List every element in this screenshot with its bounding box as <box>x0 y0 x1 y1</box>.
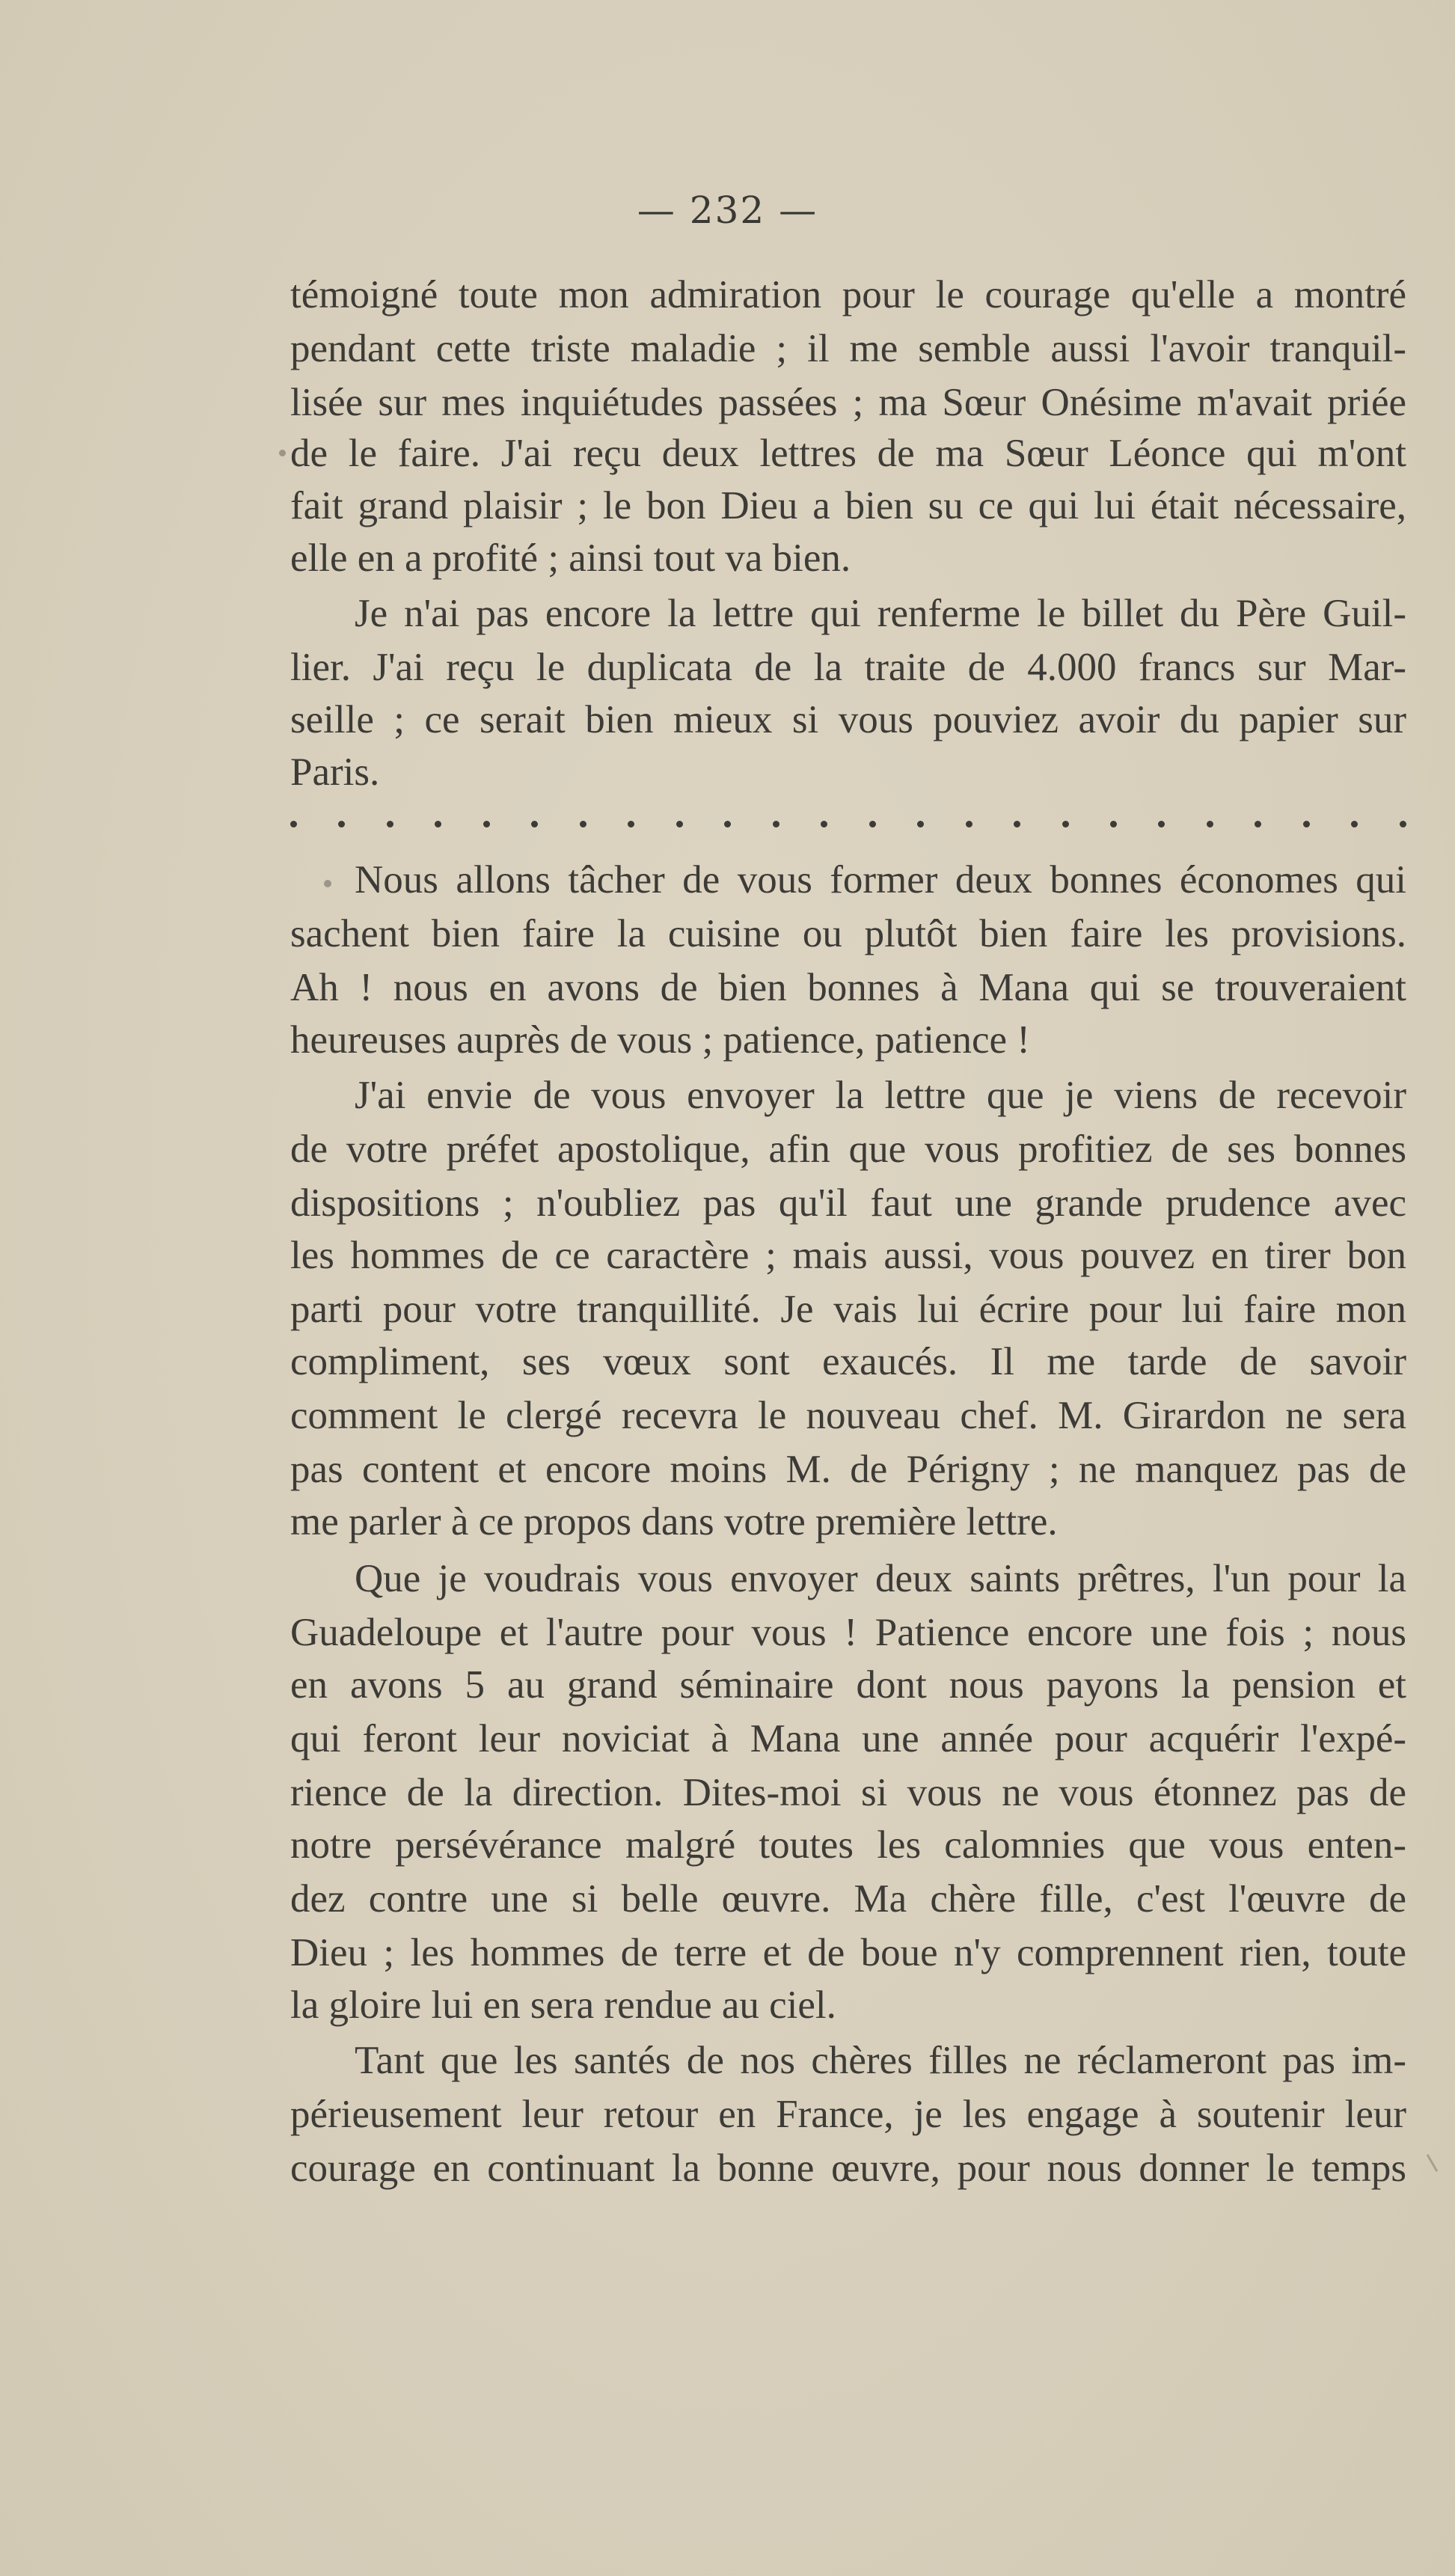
text-line: lisée sur mes inquiétudes passées ; ma Sœur Onésime m'avait priée <box>290 381 1406 424</box>
ellipsis-separator <box>290 813 1406 835</box>
text-line: me parler à ce propos dans votre première lettre. <box>290 1500 1058 1544</box>
text-line: heureuses auprès de vous ; patience, patience ! <box>290 1018 1030 1062</box>
paper-speck <box>279 450 286 456</box>
text-line: Dieu ; les hommes de terre et de boue n'y comprennent rien, toute <box>290 1931 1406 1974</box>
text-line: parti pour votre tranquillité. Je vais lui écrire pour lui faire mon <box>290 1288 1406 1331</box>
text-line: notre persévérance malgré toutes les calomnies que vous enten- <box>290 1823 1406 1867</box>
text-line: dispositions ; n'oubliez pas qu'il faut une grande prudence avec <box>290 1181 1406 1225</box>
text-line: fait grand plaisir ; le bon Dieu a bien su ce qui lui était nécessaire, <box>290 484 1406 527</box>
text-line: lier. J'ai reçu le duplicata de la traite de 4.000 francs sur Mar- <box>290 646 1406 689</box>
text-line: compliment, ses vœux sont exaucés. Il me tarde de savoir <box>290 1340 1406 1383</box>
text-line: qui feront leur noviciat à Mana une année pour acquérir l'expé- <box>290 1717 1406 1760</box>
text-line: la gloire lui en sera rendue au ciel. <box>290 1983 836 2027</box>
page-number: — 232 — <box>637 189 818 232</box>
text-line: rience de la direction. Dites-moi si vous ne vous étonnez pas de <box>290 1771 1406 1814</box>
text-line: les hommes de ce caractère ; mais aussi, vous pouvez en tirer bon <box>290 1234 1406 1277</box>
text-line: seille ; ce serait bien mieux si vous pouviez avoir du papier sur <box>290 698 1406 741</box>
text-line: J'ai envie de vous envoyer la lettre que je viens de recevoir <box>355 1074 1406 1117</box>
text-line: périeusement leur retour en France, je les engage à soutenir leur <box>290 2093 1406 2136</box>
text-line: de votre préfet apostolique, afin que vous profitiez de ses bonnes <box>290 1128 1406 1171</box>
text-line: de le faire. J'ai reçu deux lettres de ma Sœur Léonce qui m'ont <box>290 432 1406 475</box>
text-line: Nous allons tâcher de vous former deux bonnes économes qui <box>355 858 1406 902</box>
paper-edge-mark <box>1427 2154 1439 2172</box>
text-line: courage en continuant la bonne œuvre, pour nous donner le temps <box>290 2147 1406 2190</box>
text-line: sachent bien faire la cuisine ou plutôt bien faire les provisions. <box>290 912 1406 955</box>
text-line: elle en a profité ; ainsi tout va bien. <box>290 536 851 580</box>
text-line: comment le clergé recevra le nouveau chef. M. Girardon ne sera <box>290 1394 1406 1437</box>
text-line: dez contre une si belle œuvre. Ma chère fille, c'est l'œuvre de <box>290 1877 1406 1921</box>
text-line: pendant cette triste maladie ; il me semble aussi l'avoir tranquil- <box>290 327 1406 370</box>
text-line: témoigné toute mon admiration pour le courage qu'elle a montré <box>290 273 1406 316</box>
text-line: Guadeloupe et l'autre pour vous ! Patience encore une fois ; nous <box>290 1611 1406 1654</box>
text-line: Tant que les santés de nos chères filles ne réclameront pas im- <box>355 2039 1406 2082</box>
text-line: Que je voudrais vous envoyer deux saints prêtres, l'un pour la <box>355 1557 1406 1600</box>
text-line: Paris. <box>290 750 380 794</box>
text-line: Je n'ai pas encore la lettre qui renferme le billet du Père Guil- <box>355 592 1406 635</box>
text-line: en avons 5 au grand séminaire dont nous payons la pension et <box>290 1663 1406 1707</box>
text-line: pas content et encore moins M. de Périgny ; ne manquez pas de <box>290 1448 1406 1491</box>
paper-speck <box>324 880 331 887</box>
text-line: Ah ! nous en avons de bien bonnes à Mana qui se trouveraient <box>290 966 1406 1009</box>
